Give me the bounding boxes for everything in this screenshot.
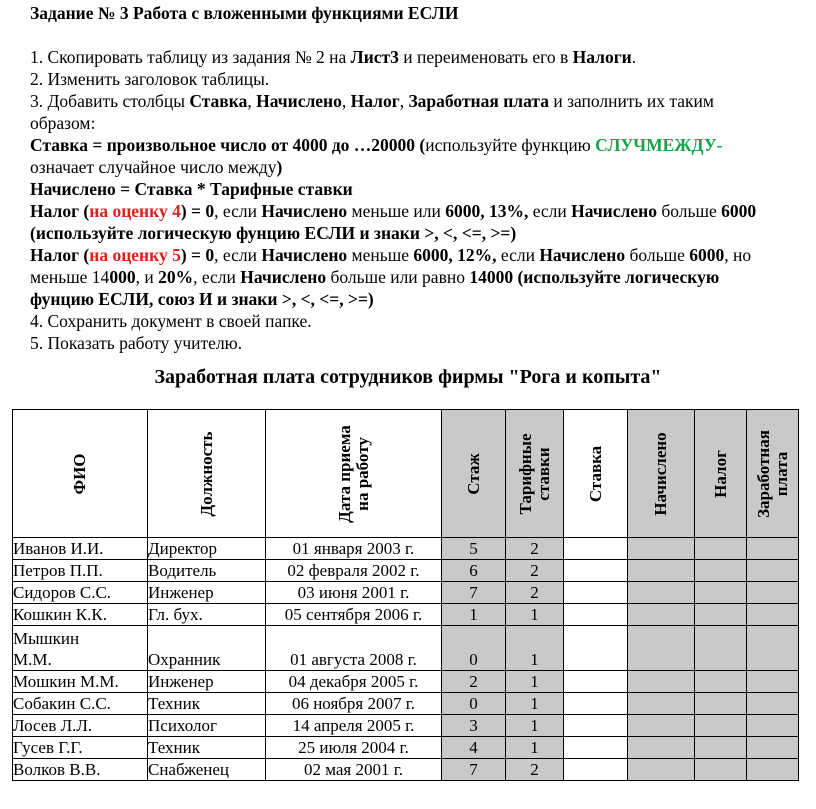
cell-tarif: 1 <box>506 715 564 737</box>
cell-stazh: 3 <box>442 715 506 737</box>
cell-position: Гл. бух. <box>148 604 266 626</box>
cell-zp <box>747 715 799 737</box>
cell-tarif: 2 <box>506 560 564 582</box>
cell-nachisleno <box>628 715 695 737</box>
cell-tarif: 2 <box>506 538 564 560</box>
cell-position: Инженер <box>148 671 266 693</box>
step-5: 5. Показать работу учителю. <box>30 333 243 353</box>
task-title: Задание № 3 Работа с вложенными функциями ЕСЛИ <box>30 3 459 23</box>
cell-zp <box>747 737 799 759</box>
cell-position: Инженер <box>148 582 266 604</box>
cell-zp <box>747 671 799 693</box>
nalog-4-rule: Налог (на оценку 4) = 0, если Начислено меньше или 6000, 13%, если Начислено больше 6000 <box>30 201 757 221</box>
cell-zp <box>747 604 799 626</box>
cell-nalog <box>695 693 747 715</box>
cell-date: 03 июня 2001 г. <box>266 582 442 604</box>
cell-position: Охранник <box>148 626 266 671</box>
cell-tarif: 2 <box>506 759 564 781</box>
cell-nalog <box>695 671 747 693</box>
cell-nachisleno <box>628 626 695 671</box>
cell-nalog <box>695 560 747 582</box>
nachisleno-rule: Начислено = Ставка * Тарифные ставки <box>30 179 353 199</box>
step-3-cont: образом: <box>30 113 96 133</box>
header-position: Должность <box>148 410 266 538</box>
header-nachisleno: Начислено <box>628 410 695 538</box>
nalog-5-rule-cont-2: фунцию ЕСЛИ, союз И и знаки >, <, <=, >=) <box>30 289 374 309</box>
table-row <box>13 626 799 671</box>
header-fio: ФИО <box>13 410 148 538</box>
cell-stavka <box>564 715 628 737</box>
cell-date: 02 февраля 2002 г. <box>266 560 442 582</box>
header-row <box>13 410 799 538</box>
cell-position: Директор <box>148 538 266 560</box>
cell-nalog <box>695 626 747 671</box>
table-row <box>13 604 799 626</box>
cell-nalog <box>695 715 747 737</box>
cell-date: 01 января 2003 г. <box>266 538 442 560</box>
table-row <box>13 715 799 737</box>
header-nalog: Налог <box>695 410 747 538</box>
cell-nachisleno <box>628 737 695 759</box>
cell-name: Петров П.П. <box>13 560 148 582</box>
cell-name: Кошкин К.К. <box>13 604 148 626</box>
table-title: Заработная плата сотрудников фирмы "Рога и копыта" <box>154 366 662 388</box>
step-3: 3. Добавить столбцы Ставка, Начислено, Налог, Заработная плата и заполнить их таким <box>30 91 714 111</box>
cell-stavka <box>564 582 628 604</box>
cell-stavka <box>564 737 628 759</box>
cell-position: Психолог <box>148 715 266 737</box>
cell-nachisleno <box>628 560 695 582</box>
table-row <box>13 582 799 604</box>
step-2: 2. Изменить заголовок таблицы. <box>30 69 270 89</box>
table-row <box>13 759 799 781</box>
cell-stazh: 7 <box>442 582 506 604</box>
cell-name: Иванов И.И. <box>13 538 148 560</box>
cell-zp <box>747 560 799 582</box>
cell-nalog <box>695 737 747 759</box>
cell-zp <box>747 693 799 715</box>
stavka-rule: Ставка = произвольное число от 4000 до …20000 (используйте функцию СЛУЧМЕЖДУ- <box>30 135 723 155</box>
cell-nachisleno <box>628 538 695 560</box>
nalog-4-rule-cont: (используйте логическую фунцию ЕСЛИ и знаки >, <, <=, >=) <box>30 223 517 243</box>
cell-name: Сидоров С.С. <box>13 582 148 604</box>
cell-nachisleno <box>628 582 695 604</box>
cell-stazh: 0 <box>442 693 506 715</box>
cell-zp <box>747 759 799 781</box>
cell-stavka <box>564 538 628 560</box>
cell-nachisleno <box>628 671 695 693</box>
cell-name: Мышкин М.М. <box>13 626 148 671</box>
cell-stazh: 6 <box>442 560 506 582</box>
cell-nalog <box>695 582 747 604</box>
cell-stazh: 2 <box>442 671 506 693</box>
stavka-rule-cont: означает случайное число между) <box>30 157 283 177</box>
cell-tarif: 1 <box>506 626 564 671</box>
cell-nalog <box>695 759 747 781</box>
header-date: Дата приема на работу <box>266 410 442 538</box>
cell-tarif: 1 <box>506 671 564 693</box>
cell-stavka <box>564 671 628 693</box>
cell-date: 06 ноября 2007 г. <box>266 693 442 715</box>
header-tarif: Тарифные ставки <box>506 410 564 538</box>
cell-nachisleno <box>628 693 695 715</box>
cell-zp <box>747 626 799 671</box>
cell-position: Водитель <box>148 560 266 582</box>
table-row <box>13 538 799 560</box>
header-zp: Заработная плата <box>747 410 799 538</box>
cell-date: 04 декабря 2005 г. <box>266 671 442 693</box>
cell-date: 01 августа 2008 г. <box>266 626 442 671</box>
cell-zp <box>747 538 799 560</box>
cell-stazh: 1 <box>442 604 506 626</box>
cell-nalog <box>695 604 747 626</box>
cell-position: Снабженец <box>148 759 266 781</box>
cell-position: Техник <box>148 693 266 715</box>
step-1: 1. Скопировать таблицу из задания № 2 на Лист3 и переименовать его в Налоги. <box>30 47 637 67</box>
cell-date: 14 апреля 2005 г. <box>266 715 442 737</box>
cell-stavka <box>564 693 628 715</box>
step-4: 4. Сохранить документ в своей папке. <box>30 311 312 331</box>
cell-zp <box>747 582 799 604</box>
cell-name: Волков В.В. <box>13 759 148 781</box>
cell-stavka <box>564 560 628 582</box>
cell-stavka <box>564 759 628 781</box>
cell-tarif: 1 <box>506 604 564 626</box>
cell-stazh: 5 <box>442 538 506 560</box>
cell-stavka <box>564 604 628 626</box>
salary-table <box>12 409 799 781</box>
table-row <box>13 693 799 715</box>
cell-date: 02 мая 2001 г. <box>266 759 442 781</box>
table-row <box>13 560 799 582</box>
table-row <box>13 671 799 693</box>
nalog-5-rule: Налог (на оценку 5) = 0, если Начислено меньше 6000, 12%, если Начислено больше 6000, но <box>30 245 752 265</box>
cell-nachisleno <box>628 604 695 626</box>
nalog-5-rule-cont: меньше 14000, и 20%, если Начислено больше или равно 14000 (используйте логическую <box>30 267 720 287</box>
cell-stazh: 4 <box>442 737 506 759</box>
cell-name: Лосев Л.Л. <box>13 715 148 737</box>
cell-tarif: 1 <box>506 737 564 759</box>
cell-stazh: 7 <box>442 759 506 781</box>
table-row <box>13 737 799 759</box>
cell-tarif: 1 <box>506 693 564 715</box>
cell-stavka <box>564 626 628 671</box>
cell-nalog <box>695 538 747 560</box>
header-stavka: Ставка <box>564 410 628 538</box>
cell-date: 25 июля 2004 г. <box>266 737 442 759</box>
header-stazh: Стаж <box>442 410 506 538</box>
cell-tarif: 2 <box>506 582 564 604</box>
cell-position: Техник <box>148 737 266 759</box>
cell-date: 05 сентября 2006 г. <box>266 604 442 626</box>
cell-nachisleno <box>628 759 695 781</box>
cell-stazh: 0 <box>442 626 506 671</box>
cell-name: Собакин С.С. <box>13 693 148 715</box>
cell-name: Гусев Г.Г. <box>13 737 148 759</box>
cell-name: Мошкин М.М. <box>13 671 148 693</box>
